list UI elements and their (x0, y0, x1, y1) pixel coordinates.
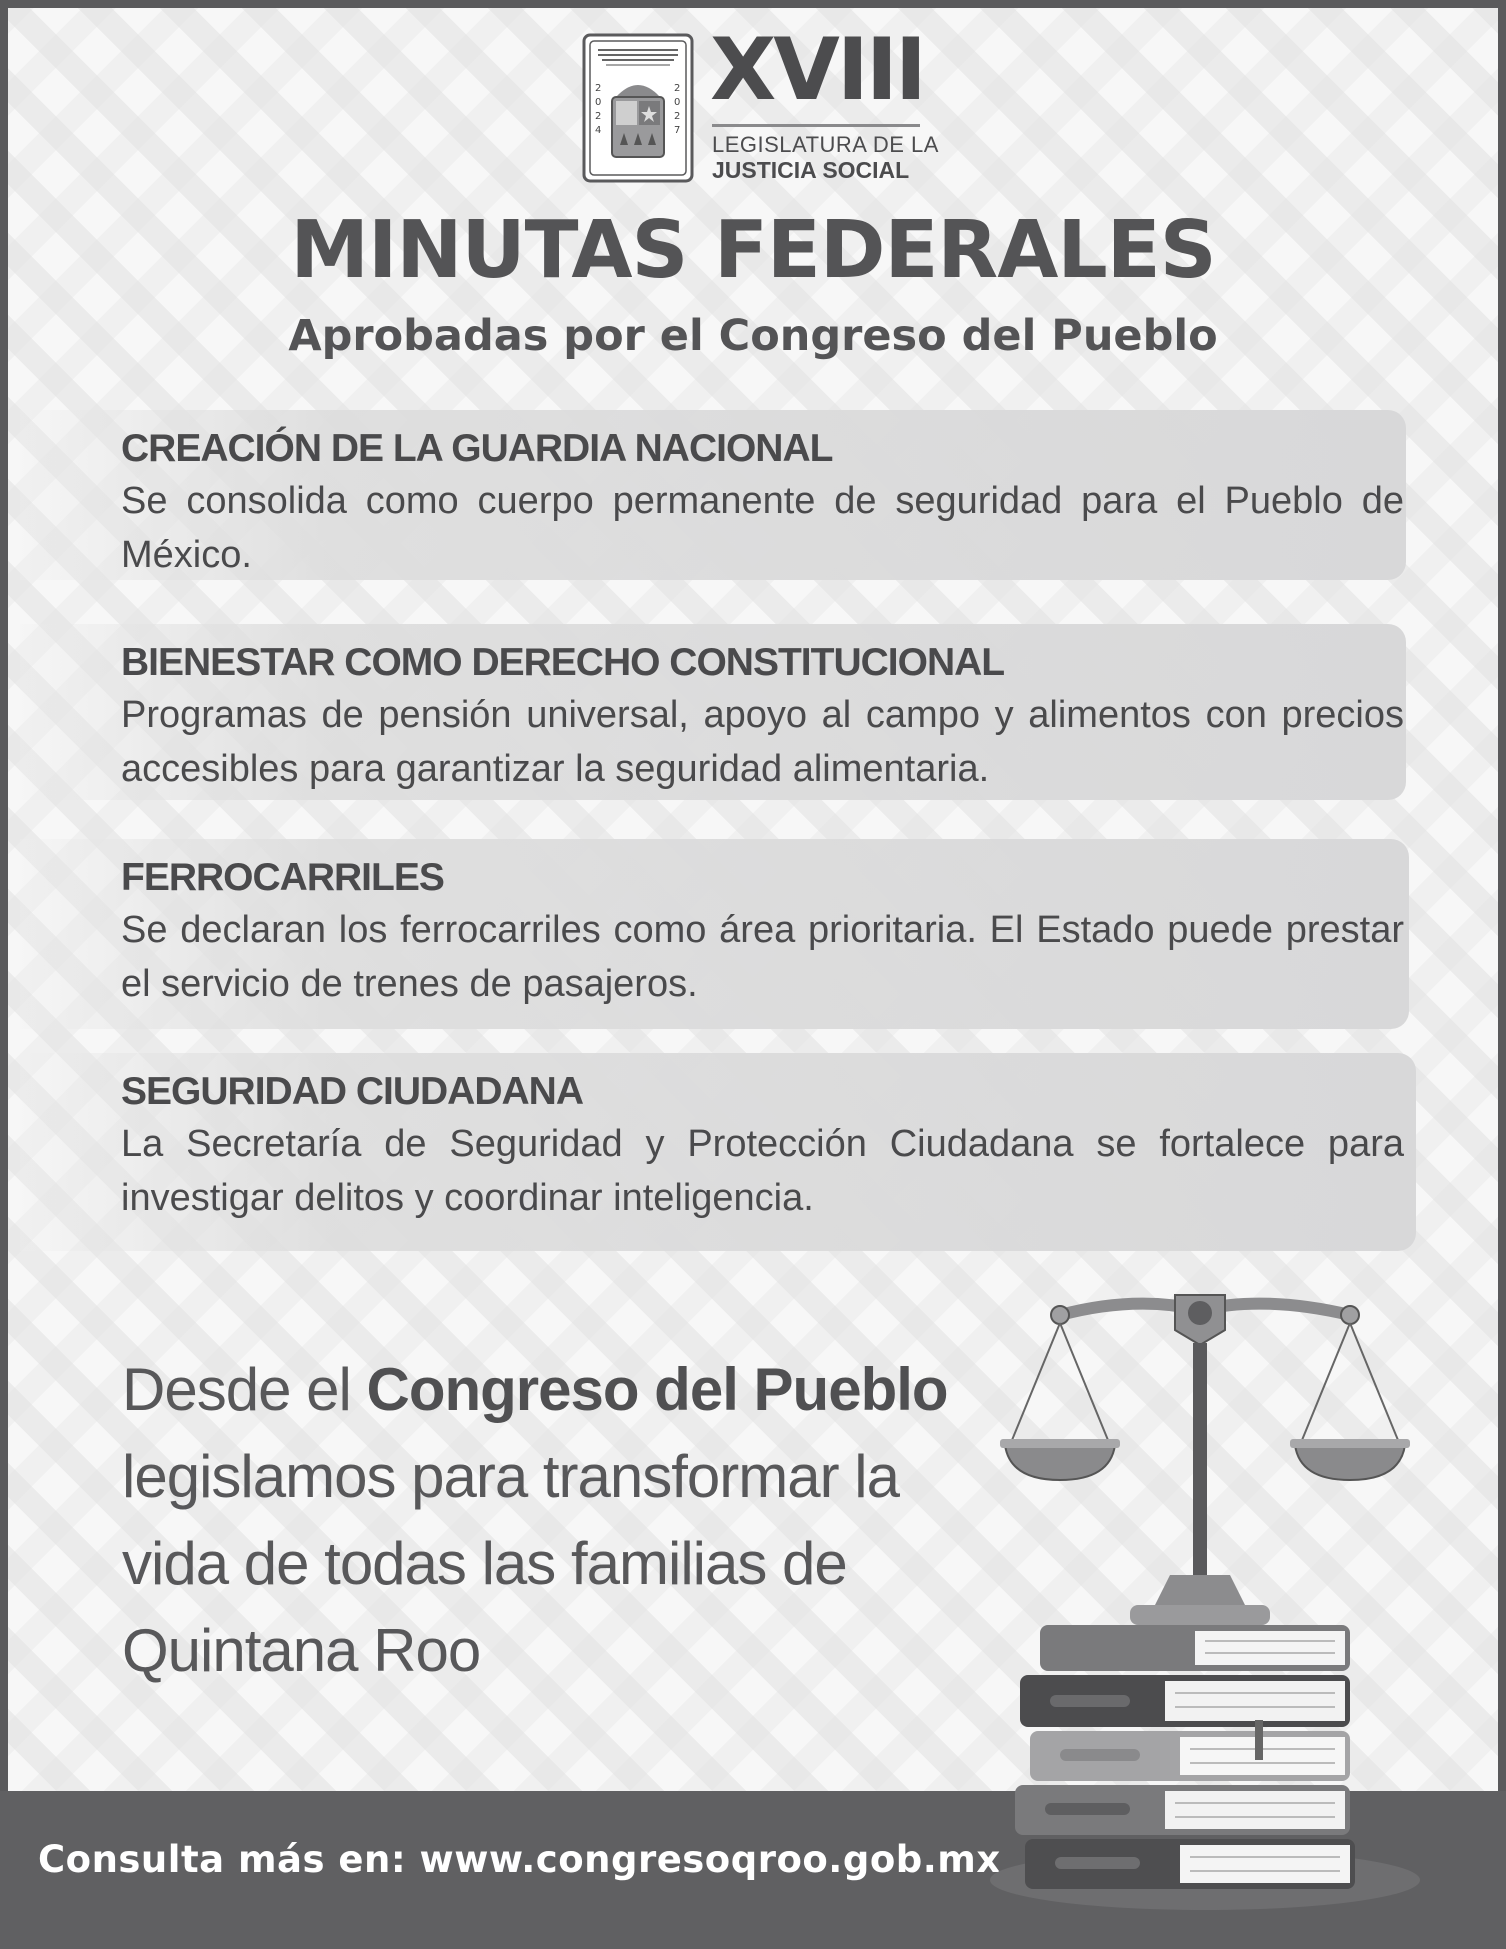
closing-part1: Desde el (122, 1356, 367, 1423)
closing-bold: Congreso del Pueblo (366, 1356, 948, 1423)
card-guardia-nacional (20, 410, 1406, 580)
svg-text:0: 0 (674, 97, 681, 108)
svg-text:2: 2 (674, 111, 681, 122)
card-bienestar (20, 624, 1406, 800)
card-heading: FERROCARRILES (121, 856, 444, 899)
legislature-motto: JUSTICIA SOCIAL (712, 157, 910, 183)
legislature-divider (712, 124, 920, 127)
svg-text:7: 7 (674, 125, 681, 136)
card-ferrocarriles (20, 839, 1409, 1029)
svg-text:2: 2 (674, 83, 681, 94)
card-body: Se declaran los ferrocarriles como área prioritaria. El Estado puede prestar el servicio de trenes de pasajeros. (121, 909, 1404, 1005)
card-heading: BIENESTAR COMO DERECHO CONSTITUCIONAL (121, 641, 1005, 684)
closing-statement (122, 1346, 992, 1694)
svg-text:0: 0 (595, 97, 602, 108)
page-subtitle: Aprobadas por el Congreso del Pueblo (288, 311, 1218, 361)
card-heading: SEGURIDAD CIUDADANA (121, 1070, 584, 1113)
card-body: La Secretaría de Seguridad y Protección Ciudadana se fortalece para investigar delitos y coordinar inteligencia. (121, 1123, 1404, 1219)
footer-link[interactable]: Consulta más en: www.congresoqroo.gob.mx (38, 1838, 1001, 1881)
legislature-number: XVIII (710, 20, 924, 120)
coat-of-arms-icon (582, 33, 694, 183)
page-title: MINUTAS FEDERALES (290, 204, 1216, 296)
scales-of-justice-on-books-icon (965, 1275, 1425, 1915)
svg-text:4: 4 (595, 125, 602, 136)
card-heading: CREACIÓN DE LA GUARDIA NACIONAL (121, 427, 833, 470)
card-body: Se consolida como cuerpo permanente de seguridad para el Pueblo de México. (121, 480, 1404, 576)
svg-text:2: 2 (595, 111, 602, 122)
svg-text:2: 2 (595, 83, 602, 94)
card-body: Programas de pensión universal, apoyo al campo y alimentos con precios accesibles para garantizar la seguridad alimentaria. (121, 694, 1404, 790)
card-seguridad-ciudadana (20, 1053, 1416, 1251)
legislature-label: LEGISLATURA DE LA (712, 132, 939, 157)
closing-part2: legislamos para transformar la vida de todas las familias de Quintana Roo (122, 1443, 899, 1684)
